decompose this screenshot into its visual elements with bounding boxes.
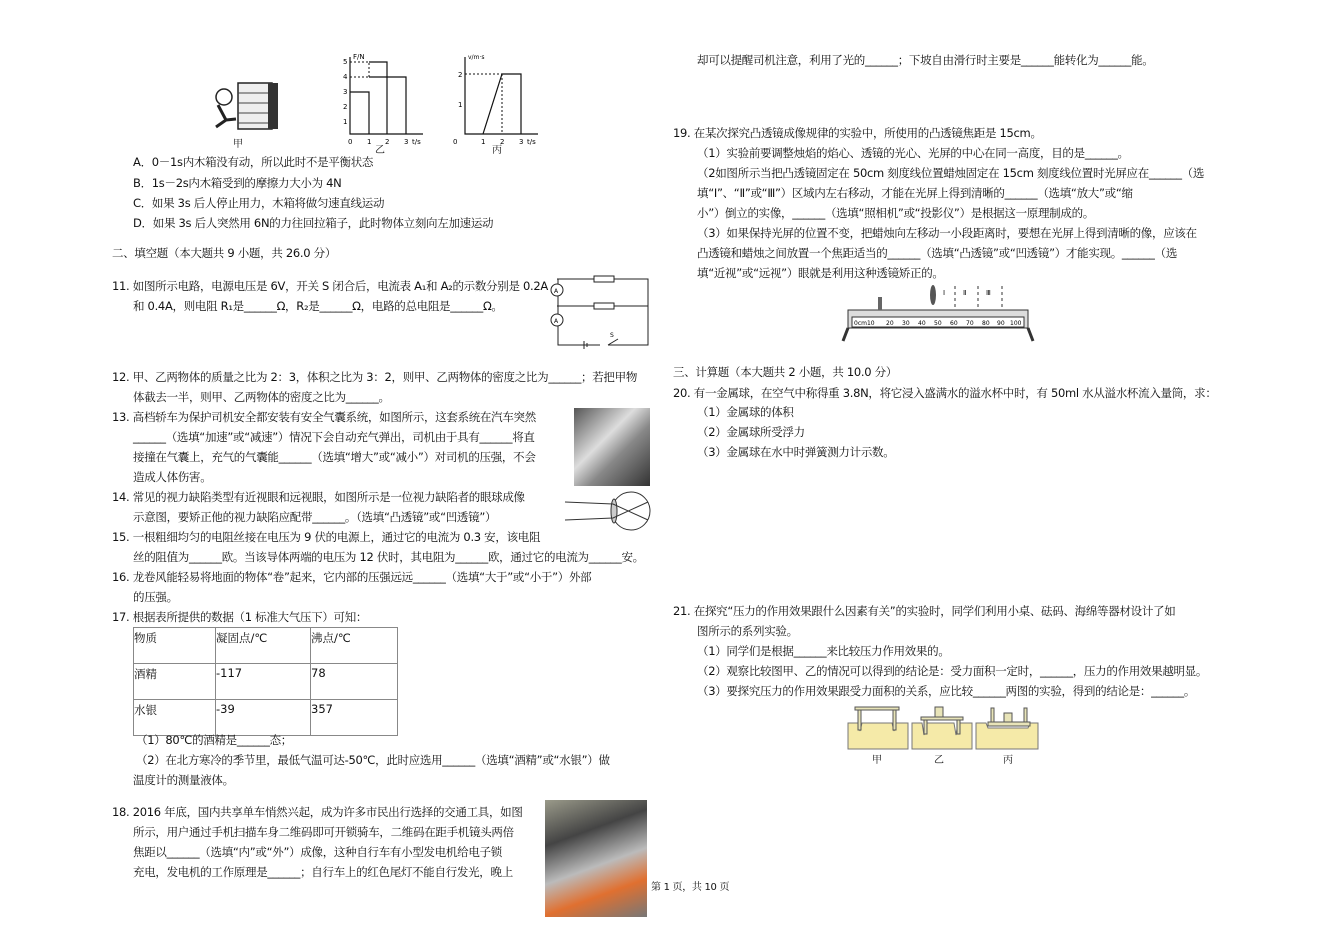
question-18-text: 18. 2016 年底，国内共享单车悄然兴起，成为许多市民出行选择的交通工具，如图 (112, 805, 523, 819)
ruler-tick-label: 0cm10 (854, 320, 875, 327)
figure-label-bing: 丙 (1003, 755, 1013, 766)
optical-bench-figure (840, 283, 1040, 343)
question-20-sub: （1）金属球的体积 (697, 405, 794, 419)
question-19-text: 19. 在某次探究凸透镜成像规律的实验中，所使用的凸透镜焦距是 15cm。 (673, 126, 1042, 140)
question-17-sub: 温度计的测量液体。 (133, 773, 234, 787)
graph-yi-ytick: 2 (343, 103, 348, 111)
question-18-text: 焦距以______（选填“内”或“外”）成像，这种自行车有小型发电机给电子锁 (133, 845, 502, 859)
ruler-tick-label: 20 (886, 320, 894, 327)
question-21-sub: （3）要探究压力的作用效果跟受力面积的关系，应比较______两图的实验，得到的结论是：______。 (697, 684, 1196, 698)
circuit-diagram (548, 275, 653, 350)
option-d: D．如果 3s 后人突然用 6N的力往回拉箱子，此时物体立刻向左加速运动 (133, 216, 494, 230)
section-heading: 三、计算题（本大题共 2 小题，共 10.0 分） (673, 365, 898, 379)
table-row (134, 700, 398, 736)
question-18-text: 充电，发电机的工作原理是______；自行车上的红色尾灯不能自行发光，晚上 (133, 865, 513, 879)
graph-bing-ytick: 2 (458, 71, 463, 79)
ruler-tick-label: 90 (997, 320, 1005, 327)
ruler-tick-label: 60 (950, 320, 958, 327)
question-14-text: 示意图，要矫正他的视力缺陷应配带______。（选填“凸透镜”或“凹透镜”） (133, 510, 497, 524)
force-time-graph (335, 52, 430, 147)
question-13-text: ______（选填“加速”或“减速”）情况下会自动充气弹出，司机由于具有______将直 (133, 430, 535, 444)
question-11-text: 11. 如图所示电路，电源电压是 6V，开关 S 闭合后，电流表 A₁和 A₂的示数分别是 0.2A (112, 279, 548, 293)
shared-bike-photo (545, 800, 647, 917)
ruler-tick-label: 80 (982, 320, 990, 327)
graph-bing-xtick: 1 (481, 138, 486, 146)
question-13-text: 接撞在气囊上，充气的气囊能______（选填“增大”或“减小”）对司机的压强，不会 (133, 450, 536, 464)
svg-text:A: A (554, 288, 559, 295)
option-b: B．1s－2s内木箱受到的摩擦力大小为 4N (133, 176, 342, 190)
question-19-text: 填“近视”或“远视”）眼就是利用这种透镜矫正的。 (697, 266, 944, 280)
graph-bing-ylabel: v/m·s (468, 54, 485, 61)
question-19-text: 凸透镜和蜡烛之间放置一个焦距适当的______（选填“凸透镜”或“凹透镜”）才能实现。______（选 (697, 246, 1178, 260)
section-heading: 二、填空题（本大题共 9 小题，共 26.0 分） (112, 246, 337, 260)
question-20-sub: （3）金属球在水中时弹簧测力计示数。 (697, 445, 895, 459)
zone-2-label: Ⅱ (963, 289, 967, 297)
table-header: 物质 (134, 628, 216, 664)
zone-1-label: Ⅰ (943, 289, 946, 297)
option-a: A．0－1s内木箱没有动，所以此时不是平衡状态 (133, 155, 374, 169)
question-21-text: 21. 在探究“压力的作用效果跟什么因素有关”的实验时，同学们利用小桌、砝码、海绵等器材设计了如 (673, 604, 1176, 618)
graph-yi-ytick: 4 (343, 73, 348, 81)
question-15-text: 丝的阻值为______欧。当该导体两端的电压为 12 伏时，其电阻为______欧，通过它的电流为______安。 (133, 550, 644, 564)
velocity-time-graph (450, 52, 545, 147)
table-cell: 78 (311, 664, 398, 700)
question-17-sub: （1）80℃的酒精是______态； (136, 733, 292, 747)
ruler-tick-label: 100 (1010, 320, 1022, 327)
airbag-photo (574, 408, 650, 486)
question-18-text: 所示，用户通过手机扫描车身二维码即可开锁骑车，二维码在距手机镜头两倍 (133, 825, 514, 839)
graph-yi-xtick: 0 (348, 138, 353, 146)
graph-yi-xlabel: t/s (412, 138, 421, 146)
pushing-box-figure (210, 75, 280, 135)
svg-text:A: A (554, 318, 559, 325)
graph-bing-xlabel: t/s (527, 138, 536, 146)
question-19-text: 小”）倒立的实像，______（选填“照相机”或“投影仪”）是根据这一原理制成的。 (697, 206, 1094, 220)
question-13-text: 13. 高档轿车为保护司机安全都安装有安全气囊系统，如图所示，这套系统在汽车突然 (112, 410, 536, 424)
figure-label-yi: 乙 (375, 145, 385, 156)
data-table (133, 627, 398, 736)
ruler-tick-label: 70 (966, 320, 974, 327)
ruler-tick-label: 30 (902, 320, 910, 327)
table-header: 沸点/℃ (311, 628, 398, 664)
graph-yi-xtick: 3 (404, 138, 409, 146)
graph-yi-ylabel: F/N (353, 53, 365, 61)
question-20-text: 20. 有一金属球，在空气中称得重 3.8N，将它浸入盛满水的溢水杯中时，有 50ml 水从溢水杯流入量筒，求： (673, 386, 1217, 400)
graph-yi-ytick: 3 (343, 88, 348, 96)
table-cell: 酒精 (134, 664, 216, 700)
table-row (134, 664, 398, 700)
question-16-text: 的压强。 (133, 590, 178, 604)
figure-label-jia: 甲 (233, 139, 243, 150)
question-18-text: 却可以提醒司机注意，利用了光的______；下坡自由滑行时主要是______能转化为______能。 (697, 53, 1154, 67)
question-19-text: （3）如果保持光屏的位置不变，把蜡烛向左移动一小段距离时，要想在光屏上得到清晰的像，应该在 (697, 226, 1197, 240)
graph-yi-xtick: 2 (385, 138, 390, 146)
page-footer: 第 1 页，共 10 页 (651, 882, 730, 893)
ruler-tick-label: 50 (934, 320, 942, 327)
table-cell: -117 (216, 664, 311, 700)
question-12-text: 12. 甲、乙两物体的质量之比为 2：3，体积之比为 3：2，则甲、乙两物体的密度之比为______；若把甲物 (112, 370, 638, 384)
table-cell: -39 (216, 700, 311, 736)
question-19-text: （1）实验前要调整烛焰的焰心、透镜的光心、光屏的中心在同一高度，目的是______。 (697, 146, 1129, 160)
figure-label-jia: 甲 (872, 755, 882, 766)
sponge-experiment-figure (846, 703, 1041, 751)
graph-yi-ytick: 5 (343, 58, 348, 66)
zone-3-label: Ⅲ (986, 289, 991, 297)
table-header-row (134, 628, 398, 664)
graph-bing-xtick: 2 (500, 138, 505, 146)
table-header: 凝固点/℃ (216, 628, 311, 664)
question-17-sub: （2）在北方寒冷的季节里，最低气温可达-50℃，此时应选用______（选填“酒精”或“水银”）做 (136, 753, 610, 767)
question-14-text: 14. 常见的视力缺陷类型有近视眼和远视眼，如图所示是一位视力缺陷者的眼球成像 (112, 490, 525, 504)
table-cell: 水银 (134, 700, 216, 736)
question-20-sub: （2）金属球所受浮力 (697, 425, 805, 439)
question-13-text: 造成人体伤害。 (133, 470, 212, 484)
question-21-sub: （2）观察比较图甲、乙的情况可以得到的结论是：受力面积一定时，______，压力的作用效果越明显。 (697, 664, 1208, 678)
question-15-text: 15. 一根粗细均匀的电阻丝接在电压为 9 伏的电源上，通过它的电流为 0.3 安，该电阻 (112, 530, 541, 544)
graph-bing-xtick: 3 (519, 138, 524, 146)
graph-bing-xtick: 0 (453, 138, 458, 146)
figure-label-yi: 乙 (934, 755, 944, 766)
graph-bing-ytick: 1 (458, 101, 463, 109)
question-16-text: 16. 龙卷风能轻易将地面的物体“卷”起来，它内部的压强远远______（选填“大于”或“小于”）外部 (112, 570, 592, 584)
option-c: C．如果 3s 后人停止用力，木箱将做匀速直线运动 (133, 196, 385, 210)
question-21-sub: （1）同学们是根据______来比较压力作用效果的。 (697, 644, 950, 658)
table-cell: 357 (311, 700, 398, 736)
figure-label-bing: 丙 (492, 145, 502, 156)
eye-diagram (563, 490, 653, 532)
question-12-text: 体截去一半，则甲、乙两物体的密度之比为______。 (133, 390, 390, 404)
question-19-text: 填“Ⅰ”、“Ⅱ”或“Ⅲ”）区域内左右移动，才能在光屏上得到清晰的______（选填“放大”或“缩 (697, 186, 1133, 200)
graph-yi-xtick: 1 (367, 138, 372, 146)
ruler-tick-label: 40 (918, 320, 926, 327)
question-19-text: （2如图所示当把凸透镜固定在 50cm 刻度线位置蜡烛固定在 15cm 刻度线位置时光屏应在______（选 (697, 166, 1205, 180)
question-11-text: 和 0.4A，则电阻 R₁是______Ω，R₂是______Ω，电路的总电阻是______Ω。 (133, 299, 503, 313)
question-21-text: 图所示的系列实验。 (697, 624, 798, 638)
question-17-text: 17. 根据表所提供的数据（1 标准大气压下）可知： (112, 610, 368, 624)
graph-yi-ytick: 1 (343, 118, 348, 126)
svg-text:S: S (610, 332, 614, 339)
